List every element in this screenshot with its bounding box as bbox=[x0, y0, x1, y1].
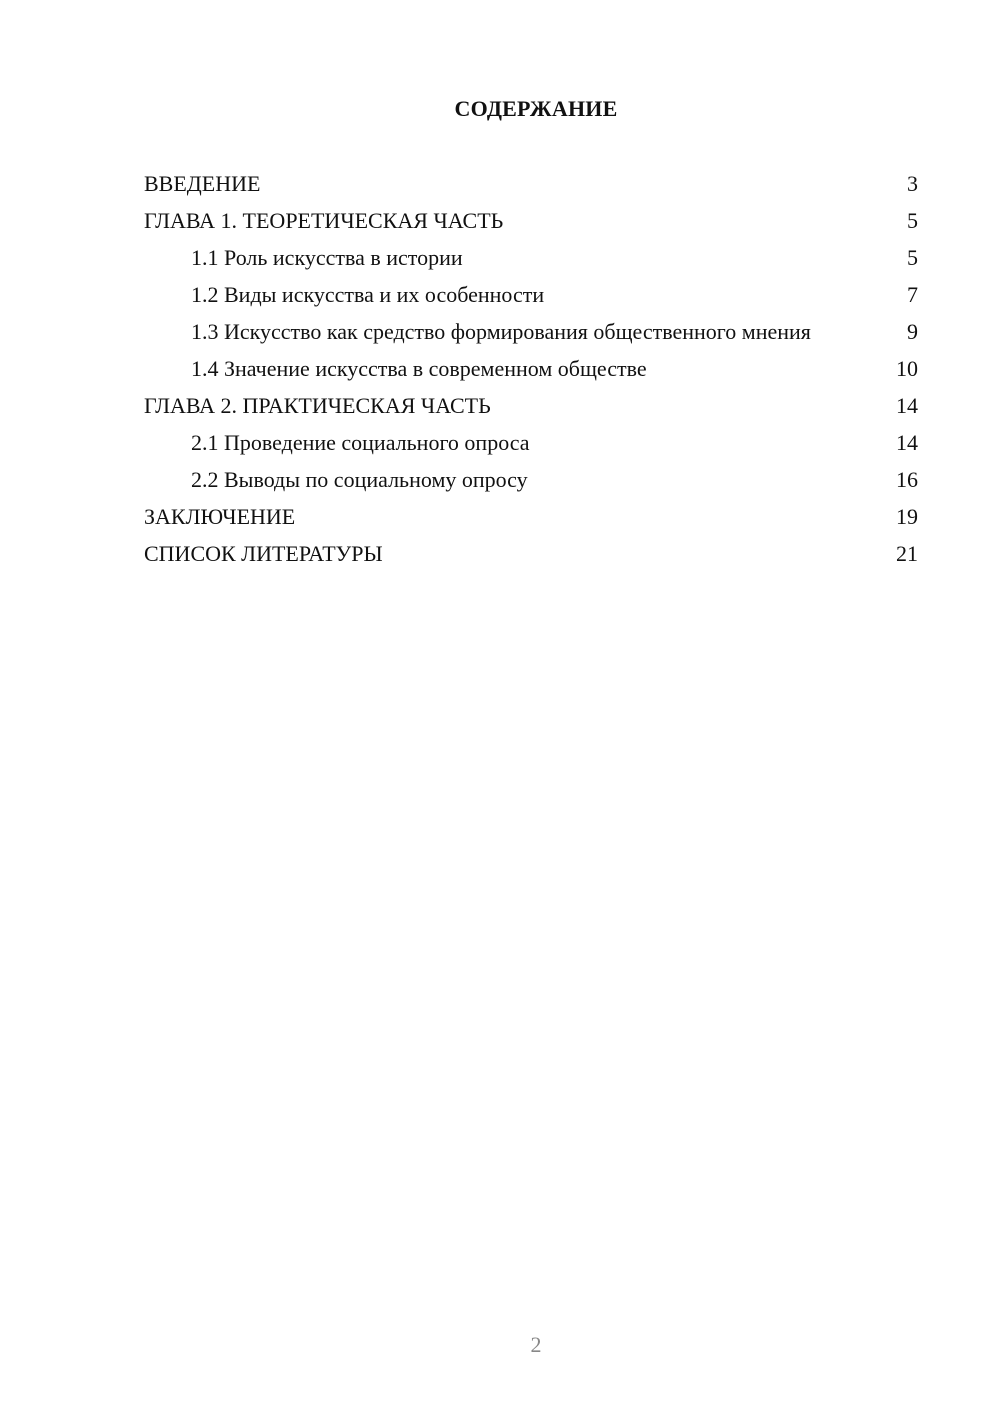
toc-entry-page: 9 bbox=[907, 319, 918, 344]
page-number: 2 bbox=[530, 1332, 542, 1357]
toc-entry-page: 7 bbox=[907, 282, 918, 307]
toc-entry-title: ЗАКЛЮЧЕНИЕ bbox=[144, 504, 296, 529]
toc-entry-section-2-2[interactable] bbox=[144, 466, 918, 493]
toc-entry-section-1-1[interactable] bbox=[144, 244, 918, 271]
toc-entry-page: 16 bbox=[896, 467, 918, 492]
toc-entry-page: 14 bbox=[896, 393, 918, 418]
toc-entry-introduction[interactable] bbox=[144, 170, 918, 197]
toc-entry-title: 1.4 Значение искусства в современном обществе bbox=[191, 356, 647, 381]
toc-entry-conclusion[interactable] bbox=[144, 503, 918, 530]
toc-entry-section-1-2[interactable] bbox=[144, 281, 918, 308]
toc-entry-page: 19 bbox=[896, 504, 918, 529]
toc-entry-page: 5 bbox=[907, 245, 918, 270]
toc-entry-section-1-4[interactable] bbox=[144, 355, 918, 382]
toc-entry-page: 14 bbox=[896, 430, 918, 455]
toc-entry-page: 21 bbox=[896, 541, 918, 566]
toc-entry-title: ВВЕДЕНИЕ bbox=[144, 171, 261, 196]
toc-entry-chapter-2[interactable] bbox=[144, 392, 918, 419]
toc-entry-page: 5 bbox=[907, 208, 918, 233]
toc-entry-page: 10 bbox=[896, 356, 918, 381]
toc-entry-title: 1.2 Виды искусства и их особенности bbox=[191, 282, 545, 307]
toc-entry-section-1-3[interactable] bbox=[144, 318, 918, 345]
toc-entry-title: 2.1 Проведение социального опроса bbox=[191, 430, 530, 455]
toc-entry-title: СПИСОК ЛИТЕРАТУРЫ bbox=[144, 541, 383, 566]
toc-entry-title: ГЛАВА 2. ПРАКТИЧЕСКАЯ ЧАСТЬ bbox=[144, 393, 491, 418]
table-of-contents bbox=[144, 170, 918, 577]
toc-heading: СОДЕРЖАНИЕ bbox=[454, 96, 618, 121]
toc-entry-page: 3 bbox=[907, 171, 918, 196]
toc-entry-title: 2.2 Выводы по социальному опросу bbox=[191, 467, 528, 492]
toc-entry-title: 1.1 Роль искусства в истории bbox=[191, 245, 463, 270]
toc-entry-title: 1.3 Искусство как средство формирования общественного мнения bbox=[191, 319, 811, 344]
toc-entry-bibliography[interactable] bbox=[144, 540, 918, 567]
toc-entry-chapter-1[interactable] bbox=[144, 207, 918, 234]
toc-entry-title: ГЛАВА 1. ТЕОРЕТИЧЕСКАЯ ЧАСТЬ bbox=[144, 208, 504, 233]
toc-entry-section-2-1[interactable] bbox=[144, 429, 918, 456]
